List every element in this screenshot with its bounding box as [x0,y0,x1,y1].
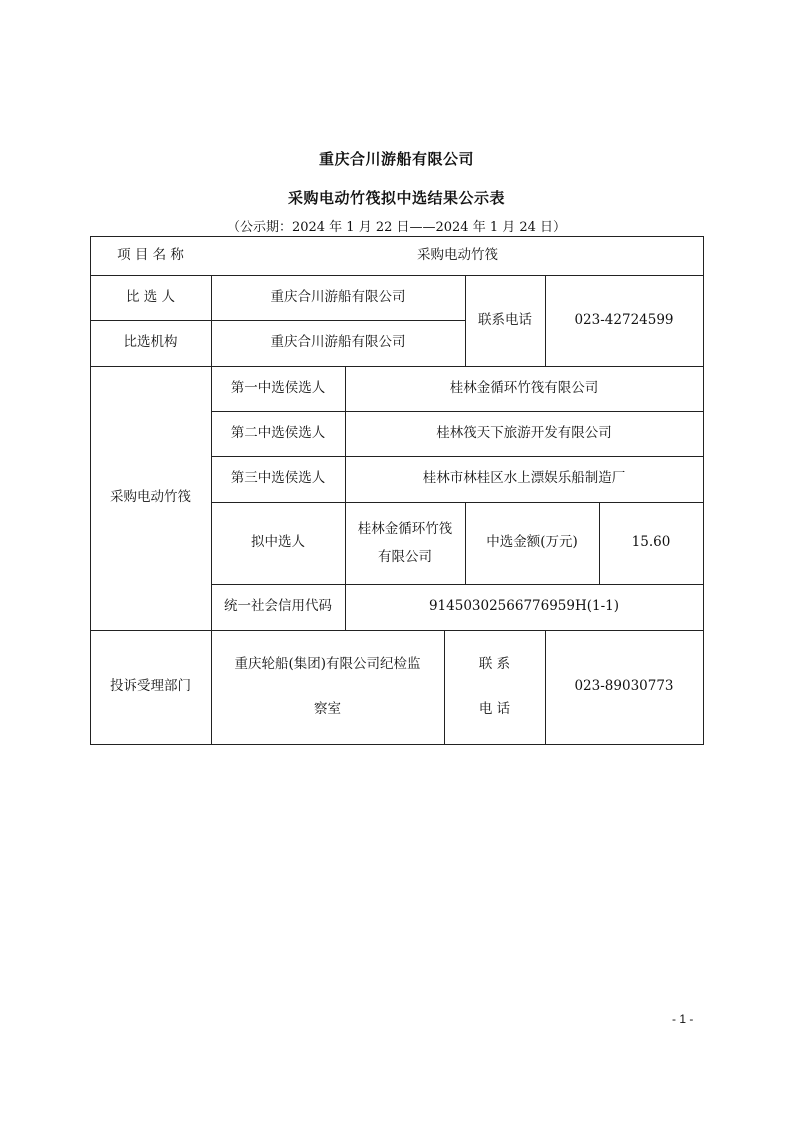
complaint-contact-line1: 联 系 [478,656,511,673]
candidate-1-value: 桂林金循环竹筏有限公司 [449,379,599,396]
contact-phone-label: 联系电话 [478,311,532,328]
complaint-dept-line1: 重庆轮船(集团)有限公司纪检监 [234,656,421,673]
complaint-dept-value [211,630,444,744]
credit-code-value: 91450302566776959H(1-1) [428,598,620,615]
publicity-period: （公示期：2024 年 1 月 22 日——2024 年 1 月 24 日） [226,220,567,235]
complaint-dept-label: 投诉受理部门 [110,678,191,695]
agency-value: 重庆合川游船有限公司 [270,334,406,351]
candidate-1-label: 第一中选侯选人 [230,379,326,396]
company-title: 重庆合川游船有限公司 [318,150,474,168]
proposed-winner-label: 拟中选人 [251,534,305,551]
document-title: 采购电动竹筏拟中选结果公示表 [287,189,505,207]
section-label: 采购电动竹筏 [110,489,191,506]
complaint-contact-line2: 电 话 [478,701,511,717]
candidate-2-value: 桂林筏天下旅游开发有限公司 [436,424,612,441]
agency-label: 比选机构 [123,334,178,351]
complaint-dept-line2: 察室 [314,701,341,717]
page-number: - 1 - [672,1012,694,1026]
item-name-value: 采购电动竹筏 [417,247,498,264]
item-name-label: 项 目 名 称 [117,247,184,264]
proposed-winner-line1: 桂林金循环竹筏 [357,520,453,537]
candidate-3-label: 第三中选侯选人 [230,470,326,487]
selector-label: 比 选 人 [125,289,176,306]
complaint-contact-label [444,630,545,744]
contact-phone-value: 023-42724599 [574,311,674,328]
proposed-winner-line2: 有限公司 [378,549,432,565]
candidate-3-value: 桂林市林桂区水上漂娱乐船制造厂 [422,470,626,487]
proposed-winner-value [345,502,465,584]
selector-value: 重庆合川游船有限公司 [270,289,406,306]
result-table [90,236,704,745]
amount-value: 15.60 [631,534,671,551]
candidate-2-label: 第二中选侯选人 [230,424,326,441]
credit-code-label: 统一社会信用代码 [224,598,332,615]
complaint-phone-value: 023-89030773 [574,678,674,695]
amount-label: 中选金额(万元) [486,534,578,551]
